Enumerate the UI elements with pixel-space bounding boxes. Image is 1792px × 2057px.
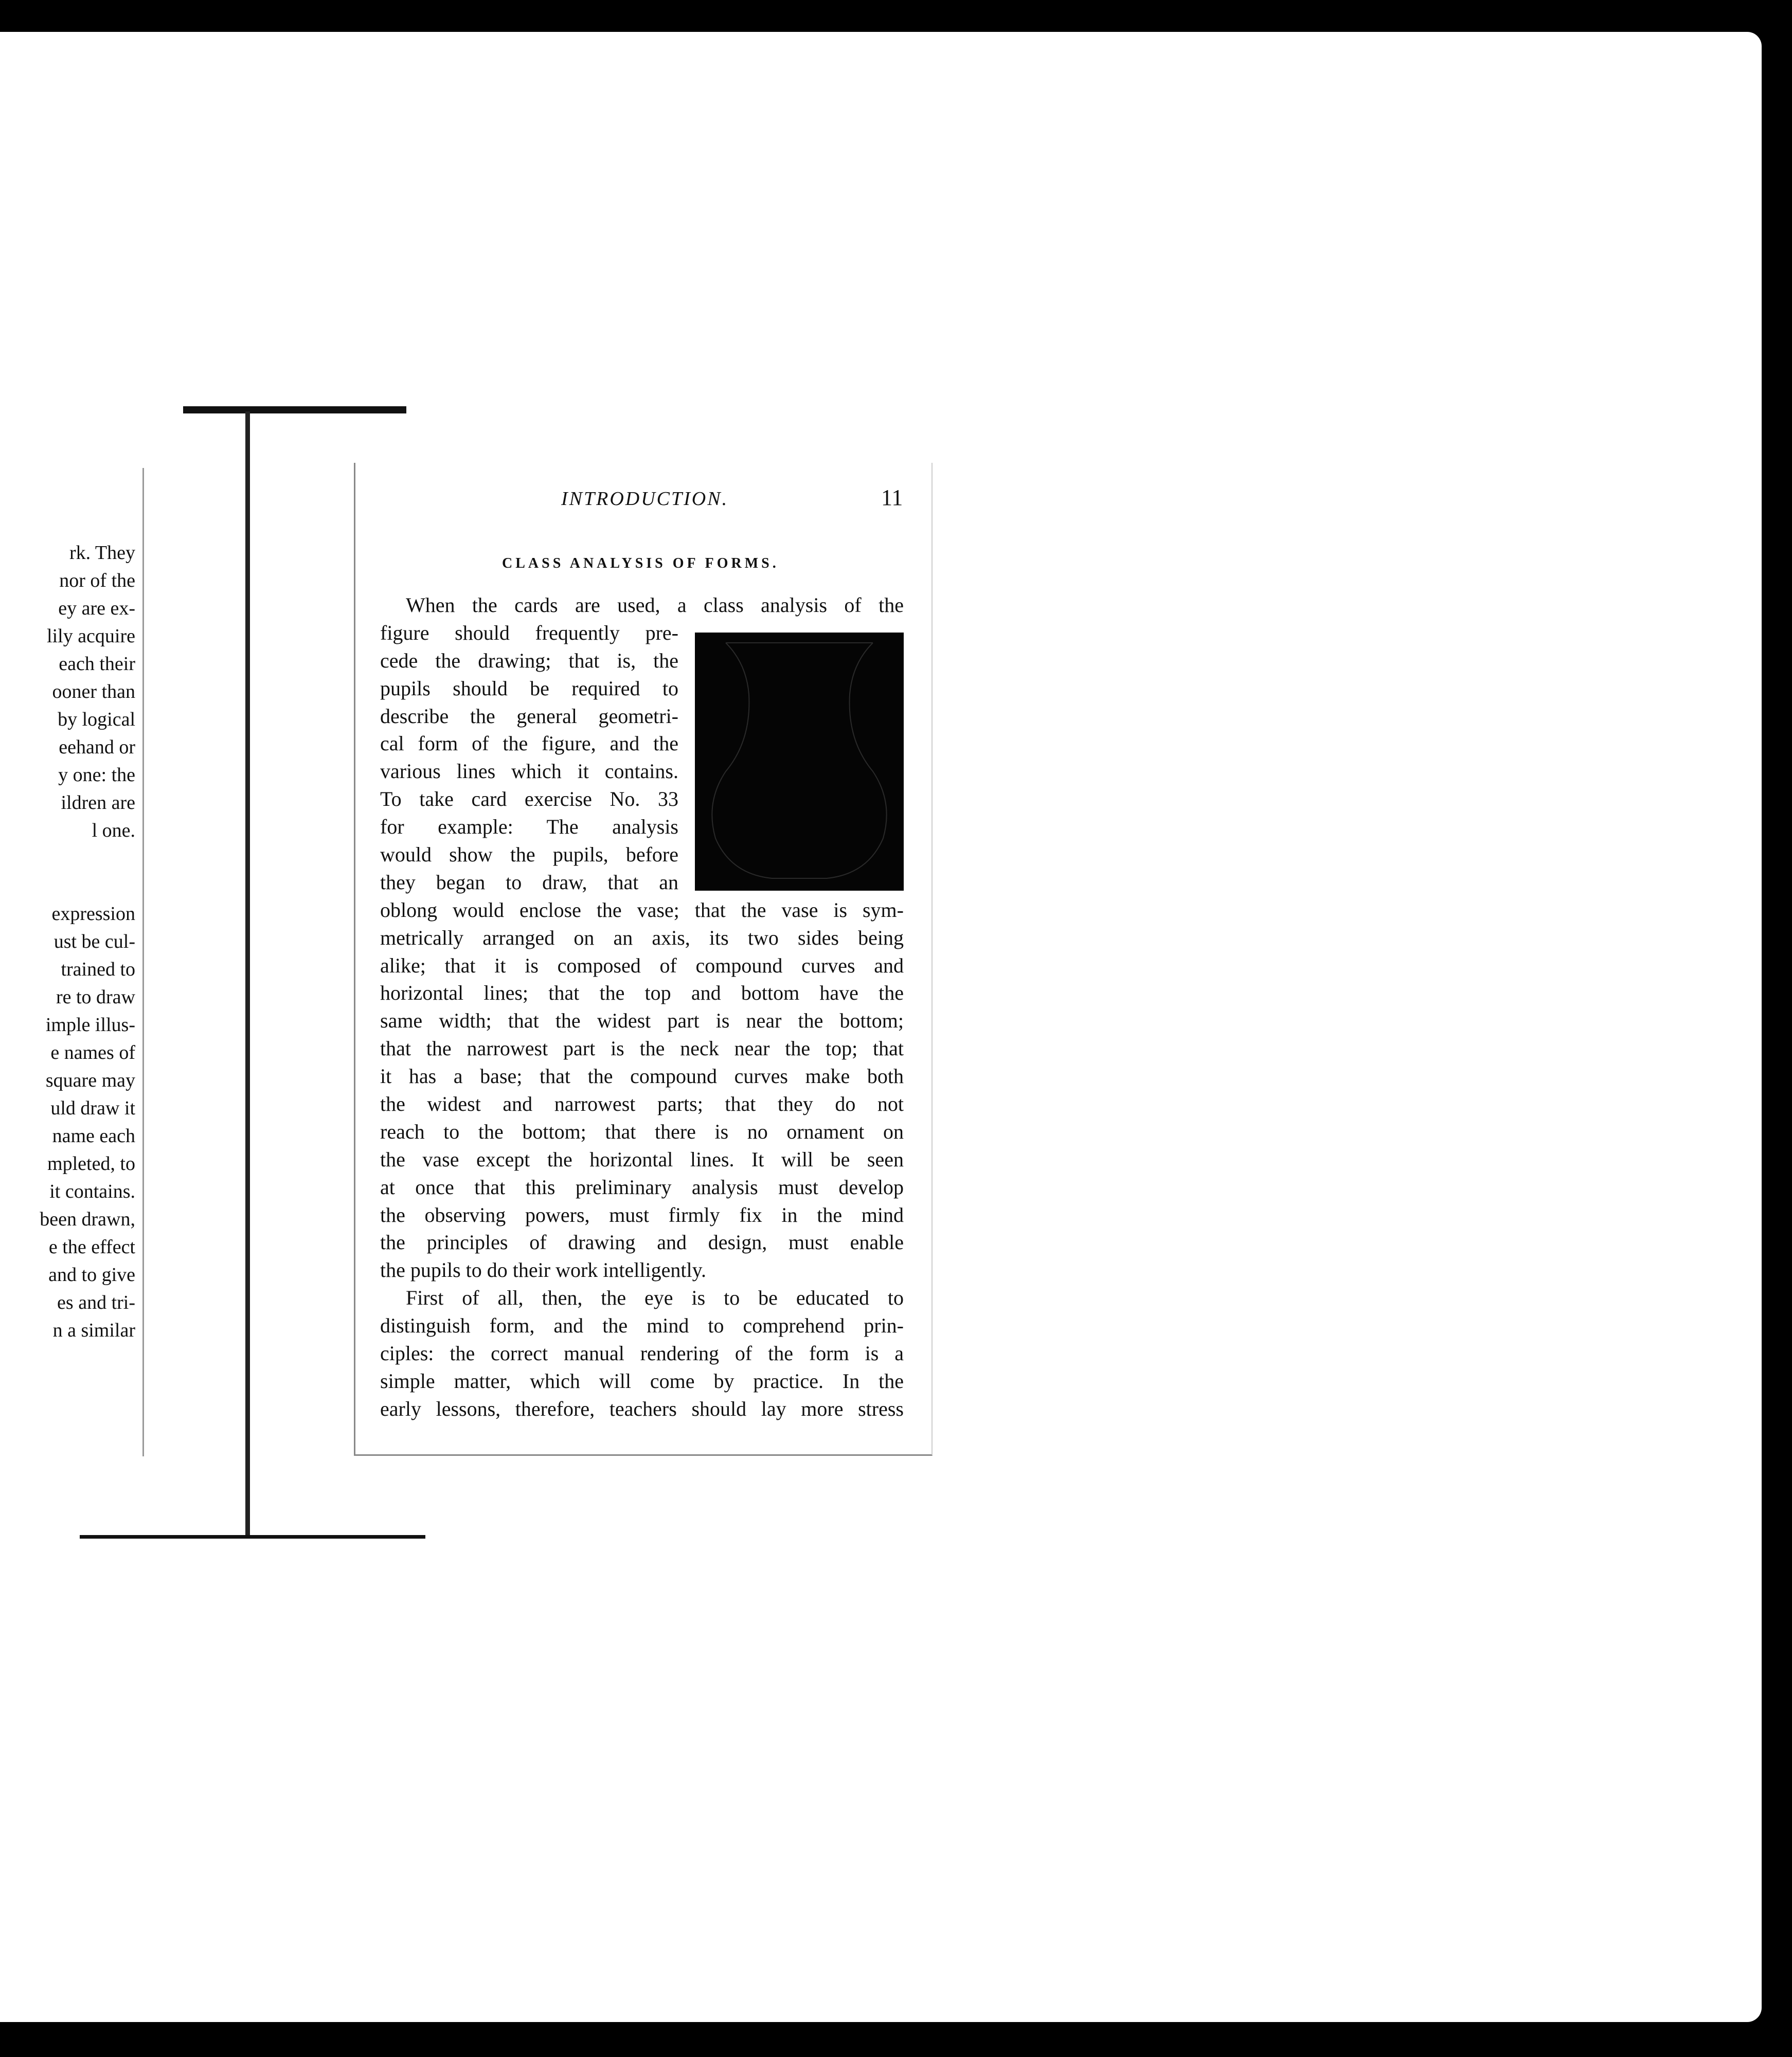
page-number: 11 [881,485,903,510]
left-text-line: uld draw it [50,1097,135,1119]
left-text-line: each their [59,653,135,675]
text-line: cede the drawing; that is, the [380,648,678,672]
text-line: the pupils to do their work intelligently. [380,1258,706,1282]
right-page [354,463,933,1456]
left-text-line: name each [52,1125,135,1147]
left-text-line: lily acquire [47,625,135,647]
left-text-line: imple illus- [45,1014,135,1036]
text-line: pupils should be required to [380,676,678,700]
text-line: would show the pupils, before [380,843,678,867]
text-line: that the narrowest part is the neck near the top; that [380,1037,904,1060]
ruler-stem [245,411,250,1537]
text-line: oblong would enclose the vase; that the vase is sym- [380,898,904,922]
left-text-line: ildren are [61,792,135,814]
text-line: various lines which it contains. [380,760,678,783]
text-line: When the cards are used, a class analysis of the [406,593,904,617]
ruler-top-bar [183,406,406,413]
left-text-line: e the effect [48,1236,135,1258]
text-line: they began to draw, that an [380,870,678,894]
left-page-text [0,539,135,1344]
text-line: First of all, then, the eye is to be educated to [406,1286,904,1310]
text-line: the widest and narrowest parts; that they do not [380,1092,904,1116]
text-line: describe the general geometri- [380,704,678,728]
left-text-line: mpleted, to [47,1153,135,1175]
left-text-line: it contains. [49,1181,135,1202]
text-line: horizontal lines; that the top and bottom have the [380,981,904,1005]
left-text-line: es and tri- [57,1292,135,1313]
left-text-line: rk. They [69,542,135,564]
left-text-line: eehand or [59,736,135,758]
text-line: the vase except the horizontal lines. It will be seen [380,1147,904,1171]
left-text-line: and to give [48,1264,135,1286]
text-line: the principles of drawing and design, must enable [380,1231,904,1254]
left-text-line [0,844,135,872]
left-text-line: re to draw [56,986,135,1008]
text-line: at once that this preliminary analysis must develop [380,1175,904,1199]
left-text-line: ust be cul- [53,931,135,952]
running-head: INTRODUCTION. [561,488,729,510]
text-line: simple matter, which will come by practice. In the [380,1369,904,1393]
text-line: the observing powers, must firmly fix in the mind [380,1203,904,1226]
text-line: early lessons, therefore, teachers should lay more stress [380,1397,904,1420]
left-text-line: expression [51,903,135,925]
text-line: it has a base; that the compound curves make both [380,1064,904,1088]
section-heading: CLASS ANALYSIS OF FORMS. [502,555,779,571]
left-text-line: ooner than [52,681,135,702]
text-line: figure should frequently pre- [380,621,678,644]
left-text-line: l one. [92,820,135,841]
text-line: distinguish form, and the mind to comprehend prin- [380,1314,904,1338]
ruler-bottom-bar [80,1535,425,1539]
left-text-line: n a similar [52,1320,135,1341]
left-text-line: square may [45,1070,135,1091]
text-line: for example: The analysis [380,815,678,839]
text-line: alike; that it is composed of compound curves and [380,953,904,977]
text-line: metrically arranged on an axis, its two sides being [380,926,904,949]
left-text-line [0,872,135,900]
text-line: reach to the bottom; that there is no ornament on [380,1120,904,1143]
left-text-line: e names of [50,1042,135,1063]
left-text-line: been drawn, [40,1208,135,1230]
left-page-fragment [0,468,144,1456]
text-line: cal form of the figure, and the [380,732,678,755]
left-text-line: nor of the [59,570,135,591]
left-text-line: y one: the [58,764,135,786]
text-line: To take card exercise No. 33 [380,787,678,811]
text-line: ciples: the correct manual rendering of the form is a [380,1342,904,1365]
left-text-line: trained to [61,959,135,980]
body-text [380,591,904,1423]
text-line: same width; that the widest part is near the bottom; [380,1009,904,1033]
left-text-line: by logical [58,709,135,730]
left-text-line: ey are ex- [58,598,135,619]
